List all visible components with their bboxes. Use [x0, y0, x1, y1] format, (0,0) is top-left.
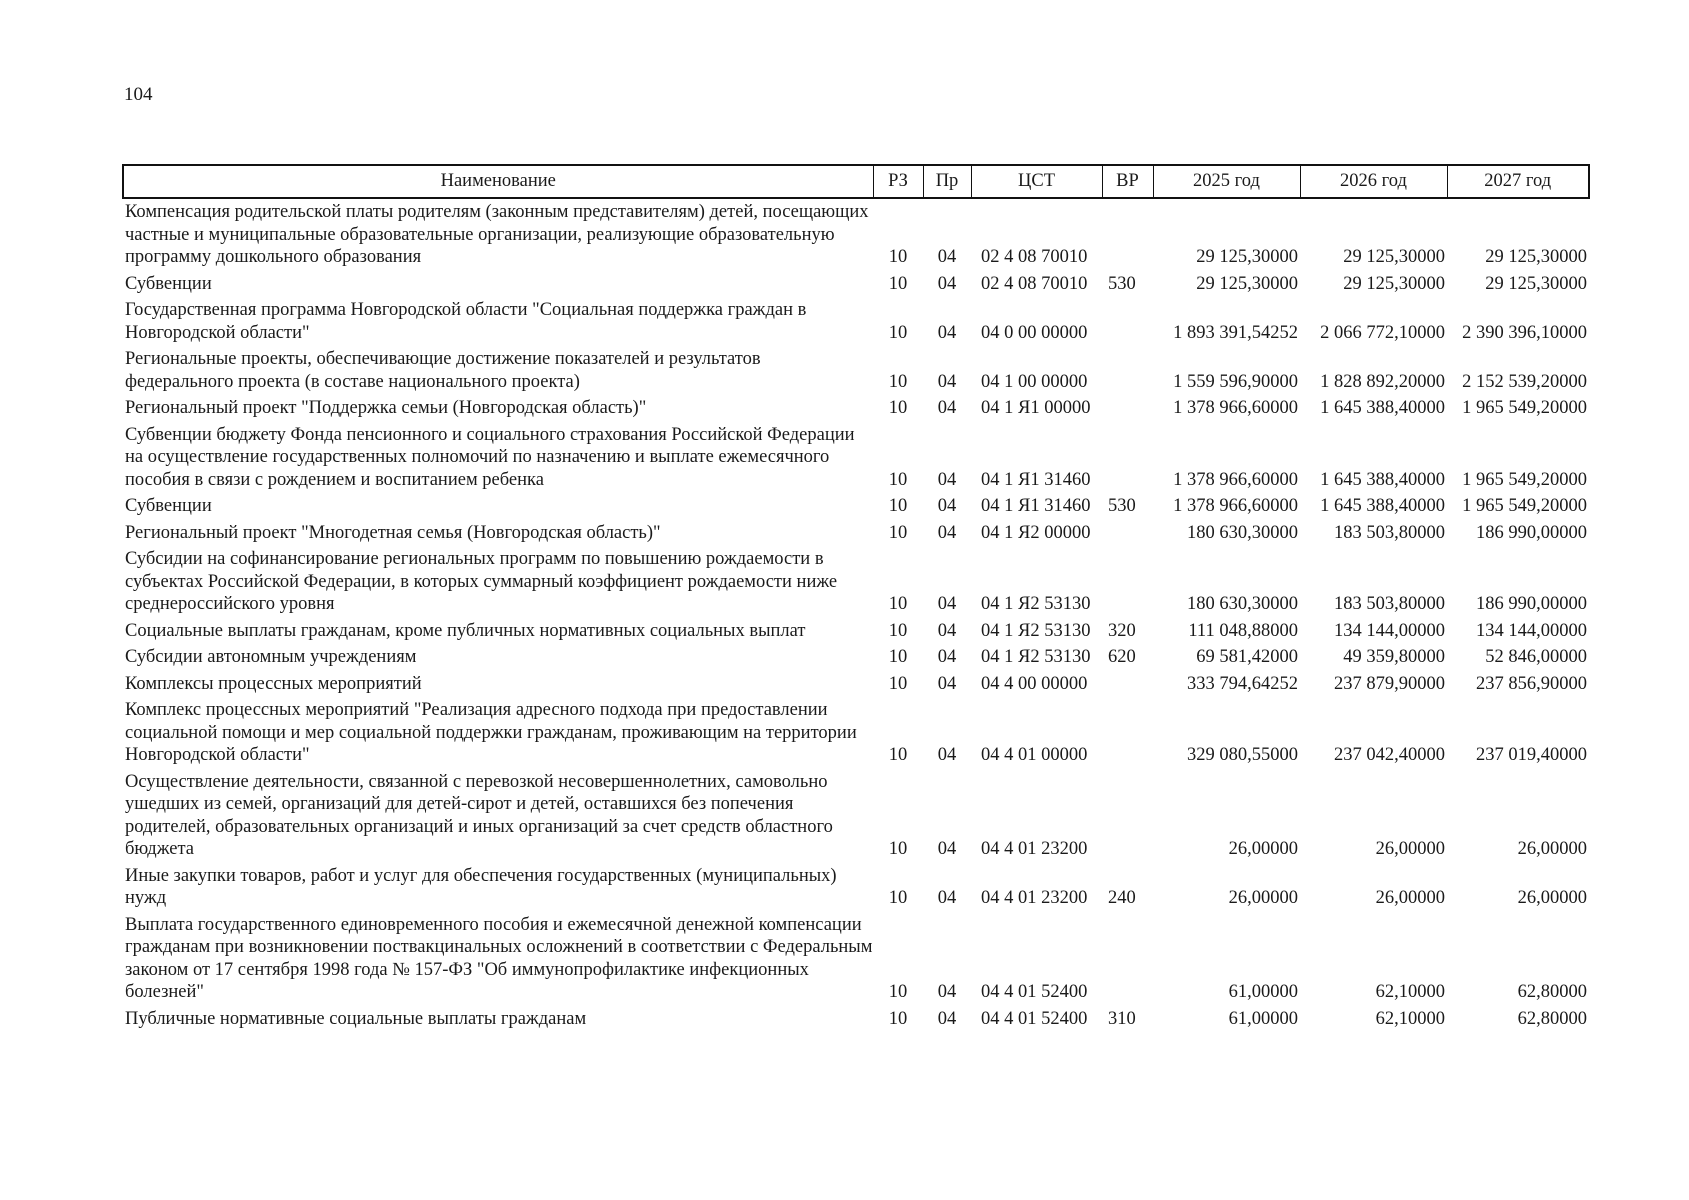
cell-2027: 1 965 549,20000	[1462, 398, 1587, 418]
table-row	[123, 769, 1589, 863]
cell-cst: 04 4 01 52400	[981, 1008, 1088, 1029]
cell-2026: 62,10000	[1375, 982, 1445, 1002]
cell-name: Региональный проект "Поддержка семьи (Новгородская область)"	[125, 398, 647, 418]
cell-name: Иные закупки товаров, работ и услуг для обеспечения государственных (муниципальных) нужд	[125, 865, 837, 908]
cell-rz: 10	[888, 371, 908, 392]
cell-rz: 10	[888, 398, 908, 418]
table-row	[123, 1006, 1589, 1033]
cell-2025: 69 581,42000	[1196, 647, 1298, 667]
cell-vr: 530	[1108, 496, 1136, 516]
cell-pr: 04	[937, 839, 957, 859]
cell-2025: 61,00000	[1228, 982, 1298, 1002]
cell-2026: 237 042,40000	[1334, 745, 1445, 765]
cell-rz: 10	[888, 522, 908, 543]
cell-2026: 183 503,80000	[1334, 522, 1445, 543]
cell-2025: 111 048,88000	[1188, 620, 1298, 641]
cell-pr: 04	[937, 247, 957, 267]
cell-cst: 04 4 01 52400	[981, 982, 1088, 1002]
cell-2026: 29 125,30000	[1343, 273, 1445, 294]
cell-2026: 1 645 388,40000	[1320, 469, 1445, 490]
cell-2026: 49 359,80000	[1343, 647, 1445, 667]
cell-name: Субвенции	[125, 273, 212, 294]
cell-vr: 310	[1108, 1008, 1136, 1029]
cell-vr	[1102, 198, 1153, 271]
cell-vr	[1102, 395, 1153, 422]
cell-2026: 26,00000	[1375, 888, 1445, 908]
table-row	[123, 546, 1589, 618]
cell-pr: 04	[937, 620, 957, 641]
cell-2025: 329 080,55000	[1187, 745, 1298, 765]
cell-2025: 1 378 966,60000	[1173, 398, 1298, 418]
cell-vr	[1102, 671, 1153, 698]
cell-2027: 2 152 539,20000	[1462, 371, 1587, 392]
cell-rz: 10	[888, 647, 908, 667]
cell-2026: 1 645 388,40000	[1320, 398, 1445, 418]
cell-cst: 04 4 01 00000	[981, 745, 1088, 765]
cell-pr: 04	[937, 322, 957, 343]
table-row	[123, 520, 1589, 547]
cell-2027: 29 125,30000	[1485, 273, 1587, 294]
cell-2027: 2 390 396,10000	[1462, 322, 1587, 343]
cell-rz: 10	[888, 594, 908, 614]
cell-cst: 04 1 Я2 53130	[981, 594, 1091, 614]
header-2026: 2026 год	[1300, 165, 1447, 198]
cell-rz: 10	[888, 247, 908, 267]
cell-2025: 180 630,30000	[1187, 594, 1298, 614]
table-row	[123, 395, 1589, 422]
cell-cst: 04 4 00 00000	[981, 673, 1088, 694]
cell-2026: 183 503,80000	[1334, 594, 1445, 614]
cell-name: Компенсация родительской платы родителям (законным представителям) детей, посещающих частные и муниципальные образовательные организации, реализующие образовательную программу дошкольного образования	[125, 202, 869, 267]
table-row	[123, 697, 1589, 769]
cell-pr: 04	[937, 273, 957, 294]
cell-2025: 26,00000	[1228, 839, 1298, 859]
cell-cst: 04 1 Я2 53130	[981, 620, 1091, 641]
cell-2026: 237 879,90000	[1334, 673, 1445, 694]
cell-name: Публичные нормативные социальные выплаты гражданам	[125, 1008, 587, 1029]
cell-rz: 10	[888, 322, 908, 343]
header-name: Наименование	[123, 165, 873, 198]
cell-pr: 04	[937, 982, 957, 1002]
cell-rz: 10	[888, 982, 908, 1002]
cell-vr	[1102, 912, 1153, 1006]
cell-vr	[1102, 697, 1153, 769]
cell-2025: 1 893 391,54252	[1173, 322, 1298, 343]
cell-name: Региональные проекты, обеспечивающие достижение показателей и результатов федерального проекта (в составе национального проекта)	[125, 349, 761, 392]
cell-2025: 29 125,30000	[1196, 273, 1298, 294]
cell-cst: 02 4 08 70010	[981, 247, 1088, 267]
cell-vr: 530	[1108, 273, 1136, 294]
cell-vr: 240	[1108, 888, 1136, 908]
cell-cst: 04 1 Я2 53130	[981, 647, 1091, 667]
cell-vr	[1102, 546, 1153, 618]
cell-rz: 10	[888, 839, 908, 859]
cell-pr: 04	[937, 522, 957, 543]
table-header-row	[123, 165, 1589, 198]
cell-2027: 134 144,00000	[1476, 620, 1587, 641]
budget-table	[122, 164, 1590, 1032]
cell-cst: 04 1 Я1 31460	[981, 496, 1091, 516]
cell-2025: 1 378 966,60000	[1173, 496, 1298, 516]
cell-2027: 29 125,30000	[1485, 247, 1587, 267]
cell-rz: 10	[888, 469, 908, 490]
cell-2027: 1 965 549,20000	[1462, 496, 1587, 516]
cell-2025: 333 794,64252	[1187, 673, 1298, 694]
cell-name: Выплата государственного единовременного пособия и ежемесячной денежной компенсации гражданам при возникновении поствакцинальных осложнений в соответствии с Федеральным законом от 17 сентября 1998 года № 157-ФЗ "Об иммунопрофилактике инфекционных болезней"	[125, 914, 873, 1002]
table-row	[123, 671, 1589, 698]
cell-pr: 04	[937, 647, 957, 667]
page-number: 104	[124, 84, 153, 105]
cell-vr	[1102, 422, 1153, 494]
cell-name: Комплекс процессных мероприятий "Реализация адресного подхода при предоставлении социальной помощи и мер социальной поддержки гражданам, проживающим на территории Новгородской области"	[125, 700, 857, 765]
cell-2026: 1 645 388,40000	[1320, 496, 1445, 516]
table-row	[123, 863, 1589, 912]
header-rz: РЗ	[873, 165, 923, 198]
cell-2025: 1 378 966,60000	[1173, 469, 1298, 490]
cell-pr: 04	[937, 371, 957, 392]
cell-2026: 134 144,00000	[1334, 620, 1445, 641]
cell-pr: 04	[937, 496, 957, 516]
cell-2026: 29 125,30000	[1343, 247, 1445, 267]
cell-2026: 2 066 772,10000	[1320, 322, 1445, 343]
cell-name: Государственная программа Новгородской области "Социальная поддержка граждан в Новгородской области"	[125, 300, 807, 343]
header-vr: ВР	[1102, 165, 1153, 198]
table-row	[123, 297, 1589, 346]
cell-rz: 10	[888, 273, 908, 294]
cell-name: Осуществление деятельности, связанной с перевозкой несовершеннолетних, самовольно ушедших из семей, организаций для детей-сирот и детей, оставшихся без попечения родителей, образовательных организаций и иных организаций за счет средств областного бюджета	[125, 771, 833, 859]
cell-vr	[1102, 346, 1153, 395]
cell-2026: 1 828 892,20000	[1320, 371, 1445, 392]
table-row	[123, 198, 1589, 271]
cell-2025: 1 559 596,90000	[1173, 371, 1298, 392]
cell-pr: 04	[937, 469, 957, 490]
cell-cst: 04 0 00 00000	[981, 322, 1088, 343]
cell-cst: 02 4 08 70010	[981, 273, 1088, 294]
table-row	[123, 422, 1589, 494]
cell-pr: 04	[937, 1008, 957, 1029]
cell-name: Субсидии автономным учреждениям	[125, 647, 417, 667]
cell-name: Субсидии на софинансирование региональных программ по повышению рождаемости в субъектах Российской Федерации, в которых суммарный коэффициент рождаемости ниже среднероссийского уровня	[125, 549, 838, 614]
cell-rz: 10	[888, 673, 908, 694]
cell-rz: 10	[888, 620, 908, 641]
cell-2027: 26,00000	[1517, 839, 1587, 859]
cell-2025: 29 125,30000	[1196, 247, 1298, 267]
cell-2025: 61,00000	[1228, 1008, 1298, 1029]
cell-pr: 04	[937, 745, 957, 765]
cell-vr: 320	[1108, 620, 1136, 641]
cell-vr	[1102, 769, 1153, 863]
table-row	[123, 346, 1589, 395]
table-row	[123, 912, 1589, 1006]
cell-cst: 04 4 01 23200	[981, 839, 1088, 859]
table-body	[123, 198, 1589, 1032]
header-pr: Пр	[923, 165, 971, 198]
header-2027: 2027 год	[1447, 165, 1589, 198]
cell-pr: 04	[937, 398, 957, 418]
cell-cst: 04 1 Я1 00000	[981, 398, 1091, 418]
cell-pr: 04	[937, 888, 957, 908]
cell-vr	[1102, 520, 1153, 547]
cell-cst: 04 1 00 00000	[981, 371, 1088, 392]
cell-cst: 04 1 Я1 31460	[981, 469, 1091, 490]
cell-2026: 26,00000	[1375, 839, 1445, 859]
cell-cst: 04 4 01 23200	[981, 888, 1088, 908]
cell-vr	[1102, 297, 1153, 346]
cell-rz: 10	[888, 496, 908, 516]
header-2025: 2025 год	[1153, 165, 1300, 198]
cell-2025: 180 630,30000	[1187, 522, 1298, 543]
cell-2025: 26,00000	[1228, 888, 1298, 908]
cell-2026: 62,10000	[1375, 1008, 1445, 1029]
cell-2027: 1 965 549,20000	[1462, 469, 1587, 490]
table-row	[123, 618, 1589, 645]
cell-pr: 04	[937, 673, 957, 694]
cell-rz: 10	[888, 888, 908, 908]
cell-2027: 237 856,90000	[1476, 673, 1587, 694]
cell-name: Комплексы процессных мероприятий	[125, 673, 422, 694]
cell-rz: 10	[888, 1008, 908, 1029]
header-cst: ЦСТ	[971, 165, 1102, 198]
cell-name: Субвенции	[125, 496, 212, 516]
cell-2027: 62,80000	[1517, 982, 1587, 1002]
cell-name: Социальные выплаты гражданам, кроме публичных нормативных социальных выплат	[125, 620, 806, 641]
table-row	[123, 271, 1589, 298]
cell-2027: 26,00000	[1517, 888, 1587, 908]
cell-name: Субвенции бюджету Фонда пенсионного и социального страхования Российской Федерации на осуществление государственных полномочий по назначению и выплате ежемесячного пособия в связи с рождением и воспитанием ребенка	[125, 424, 855, 490]
cell-2027: 186 990,00000	[1476, 594, 1587, 614]
cell-2027: 237 019,40000	[1476, 745, 1587, 765]
table-row	[123, 644, 1589, 671]
cell-2027: 62,80000	[1517, 1008, 1587, 1029]
cell-vr: 620	[1108, 647, 1136, 667]
cell-2027: 186 990,00000	[1476, 522, 1587, 543]
cell-name: Региональный проект "Многодетная семья (Новгородская область)"	[125, 522, 661, 543]
cell-pr: 04	[937, 594, 957, 614]
cell-cst: 04 1 Я2 00000	[981, 522, 1091, 543]
cell-rz: 10	[888, 745, 908, 765]
table-row	[123, 493, 1589, 520]
cell-2027: 52 846,00000	[1485, 647, 1587, 667]
